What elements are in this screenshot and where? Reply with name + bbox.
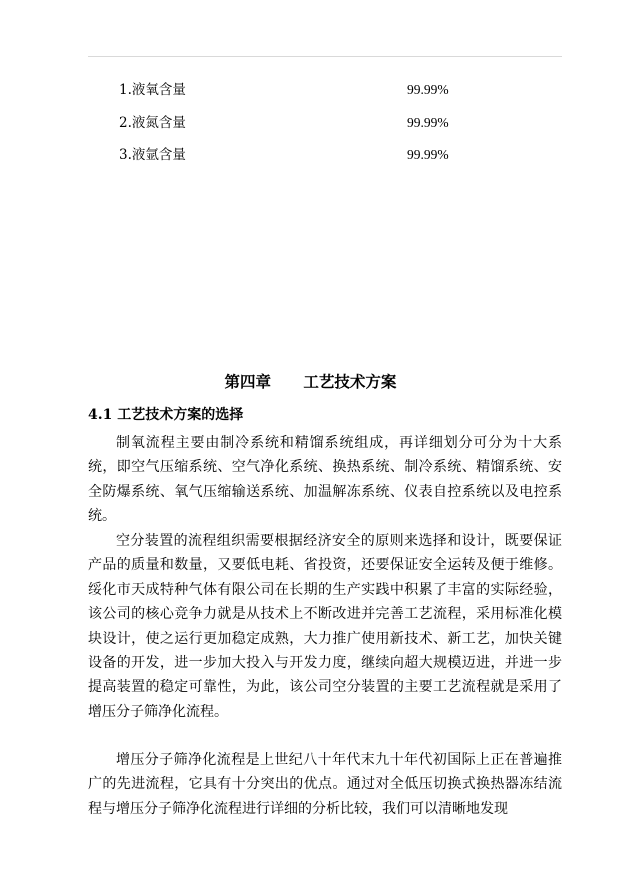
spec-row-liquid-oxygen bbox=[119, 80, 539, 100]
spec-label: 2.液氮含量 bbox=[119, 115, 186, 131]
header-rule bbox=[88, 56, 562, 57]
spec-value: 99.99% bbox=[407, 82, 449, 97]
spec-value: 99.99% bbox=[407, 115, 449, 130]
body-paragraph-3: 增压分子筛净化流程是上世纪八十年代末九十年代初国际上正在普遍推广的先进流程，它具有十分突出的优点。通过对全低压切换式换热器冻结流程与增压分子筛净化流程进行详细的分析比较，我们可以清晰地发现 bbox=[88, 752, 562, 817]
spec-row-liquid-nitrogen bbox=[119, 113, 539, 133]
body-paragraph-2: 空分装置的流程组织需要根据经济安全的原则来选择和设计，既要保证产品的质量和数量，又要低电耗、省投资，还要保证安全运转及便于维修。绥化市天成特种气体有限公司在长期的生产实践中积累了丰富的实际经验，该公司的核心竞争力就是从技术上不断改进并完善工艺流程，采用标准化模块设计，使之运行更加稳定成熟，大力推广使用新技术、新工艺，加快关键设备的开发，进一步加大投入与开发力度，继续向超大规模迈进，并进一步提高装置的稳定可靠性，为此，该公司空分装置的主要工艺流程就是采用了增压分子筛净化流程。 bbox=[88, 533, 562, 720]
body-paragraph-1: 制氧流程主要由制冷系统和精馏系统组成，再详细划分可分为十大系统，即空气压缩系统、空气净化系统、换热系统、制冷系统、精馏系统、安全防爆系统、氧气压缩输送系统、加温解冻系统、仪表自控系统以及电控系统。 bbox=[88, 435, 562, 525]
chapter-title: 第四章 工艺技术方案 bbox=[224, 372, 397, 391]
spec-value: 99.99% bbox=[407, 147, 449, 162]
spec-label: 3.液氩含量 bbox=[119, 147, 186, 163]
spec-row-liquid-argon bbox=[119, 145, 539, 165]
spec-label: 1.液氧含量 bbox=[119, 82, 186, 98]
section-title: 4.1 工艺技术方案的选择 bbox=[88, 407, 244, 423]
